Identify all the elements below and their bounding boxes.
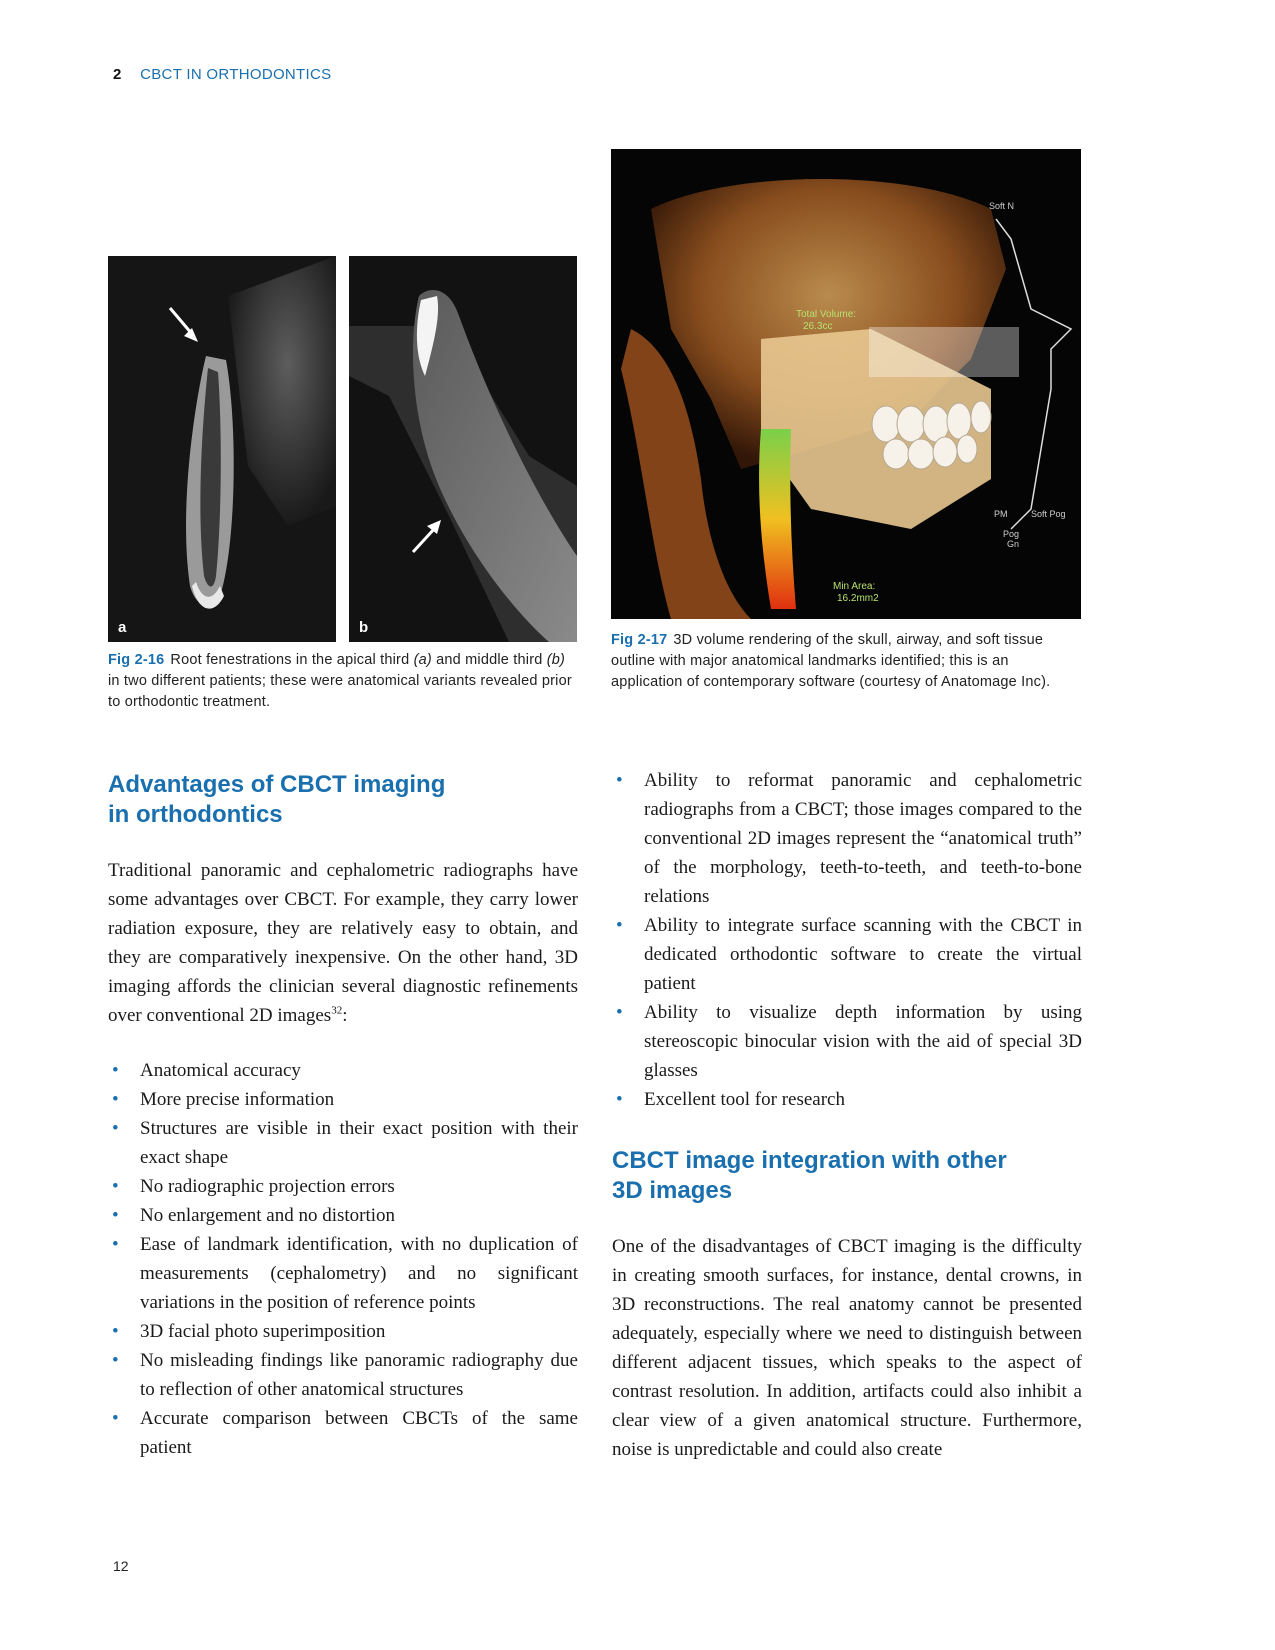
caption-text: 3D volume rendering of the skull, airway, and soft tissue outline with major anatomical landmarks identified; this is an application of contemporary software (courtesy of Anatomage Inc).	[611, 632, 1051, 690]
overlay-total-volume: Total Volume:	[796, 309, 857, 320]
3d-skull-rendering	[611, 149, 1081, 619]
panel-label-a: a	[118, 619, 127, 636]
heading-line: in orthodontics	[108, 801, 283, 828]
figure-2-16-caption	[108, 650, 578, 713]
caption-text: Root fenestrations in the apical third	[170, 652, 414, 668]
landmark-pog: Pog	[1003, 529, 1020, 539]
page-number: 12	[113, 1558, 129, 1574]
list-item: • Ability to reformat panoramic and cephalometric radiographs from a CBCT; those images compared to the conventional 2D images represent the “anatomical truth” of the morphology, teeth-to-teeth, and teeth-to-bone relations	[612, 766, 1082, 911]
list-item: • Ability to integrate surface scanning with the CBCT in dedicated orthodontic software to create the virtual patient	[612, 911, 1082, 998]
list-item: • 3D facial photo superimposition	[108, 1317, 578, 1346]
section-heading	[108, 770, 578, 830]
intro-paragraph	[108, 856, 578, 1030]
figure-label: Fig 2-17	[611, 632, 668, 648]
paragraph-text: :	[342, 1005, 348, 1026]
caption-text: and middle third	[431, 652, 547, 668]
figure-label: Fig 2-16	[108, 652, 165, 668]
caption-ref-b: (b)	[546, 652, 566, 668]
list-item: • Accurate comparison between CBCTs of the same patient	[108, 1404, 578, 1462]
landmark-soft-n: Soft N	[989, 201, 1015, 211]
list-item: • Anatomical accuracy	[108, 1056, 578, 1085]
panel-label-b: b	[359, 619, 369, 636]
chapter-title: CBCT IN ORTHODONTICS	[140, 66, 332, 83]
list-item: • Ease of landmark identification, with no duplication of measurements (cephalometry) and no significant variations in the position of reference points	[108, 1230, 578, 1317]
radiograph-a-image	[108, 256, 336, 642]
list-item: • No misleading findings like panoramic radiography due to reflection of other anatomical structures	[108, 1346, 578, 1404]
right-column	[612, 766, 1082, 1464]
list-item: • No enlargement and no distortion	[108, 1201, 578, 1230]
landmark-soft-pog: Soft Pog	[1031, 509, 1066, 519]
figure-2-17-image	[611, 149, 1081, 619]
landmark-pm: PM	[994, 509, 1008, 519]
caption-ref-a: (a)	[413, 652, 432, 668]
list-item: • More precise information	[108, 1085, 578, 1114]
figure-2-16-panel-b	[349, 256, 577, 642]
reference-superscript: 32	[331, 1004, 343, 1017]
figure-2-17-caption	[611, 630, 1081, 693]
list-item: • No radiographic projection errors	[108, 1172, 578, 1201]
running-header	[113, 66, 331, 83]
paragraph-text: Traditional panoramic and cephalometric radiographs have some advantages over CBCT. For example, they carry lower radiation exposure, they are relatively easy to obtain, and they are comparatively inexpensive. On the other hand, 3D imaging affords the clinician several diagnostic refinements over conventional 2D images	[108, 860, 578, 1026]
overlay-min-area: Min Area:	[833, 581, 876, 592]
integration-paragraph: One of the disadvantages of CBCT imaging is the difficulty in creating smooth surfaces, for instance, dental crowns, in 3D reconstructions. The real anatomy cannot be presented adequately, especially where we need to distinguish between different adjacent tissues, which speaks to the aspect of contrast resolution. In addition, artifacts could also inhibit a clear view of a given anatomical structure. Furthermore, noise is unpredictable and could also create	[612, 1236, 1082, 1460]
overlay-min-area-value: 16.2mm2	[837, 593, 879, 604]
landmark-gn: Gn	[1007, 539, 1020, 549]
radiograph-b-image	[349, 256, 577, 642]
heading-line: 3D images	[612, 1177, 733, 1204]
figure-2-16-panel-a	[108, 256, 336, 642]
section-heading	[612, 1146, 1082, 1206]
list-item: • Ability to visualize depth information by using stereoscopic binocular vision with the aid of special 3D glasses	[612, 998, 1082, 1085]
heading-line: CBCT image integration with other	[612, 1147, 1007, 1174]
advantages-list	[108, 1056, 578, 1462]
heading-line: Advantages of CBCT imaging	[108, 771, 446, 798]
overlay-total-volume-value: 26.3cc	[803, 321, 833, 332]
section-advantages	[108, 770, 578, 1462]
caption-text: in two different patients; these were anatomical variants revealed prior to orthodontic treatment.	[108, 673, 572, 710]
list-item: • Structures are visible in their exact position with their exact shape	[108, 1114, 578, 1172]
chapter-number: 2	[113, 66, 122, 83]
list-item: • Excellent tool for research	[612, 1085, 1082, 1114]
advantages-list-continued	[612, 766, 1082, 1114]
